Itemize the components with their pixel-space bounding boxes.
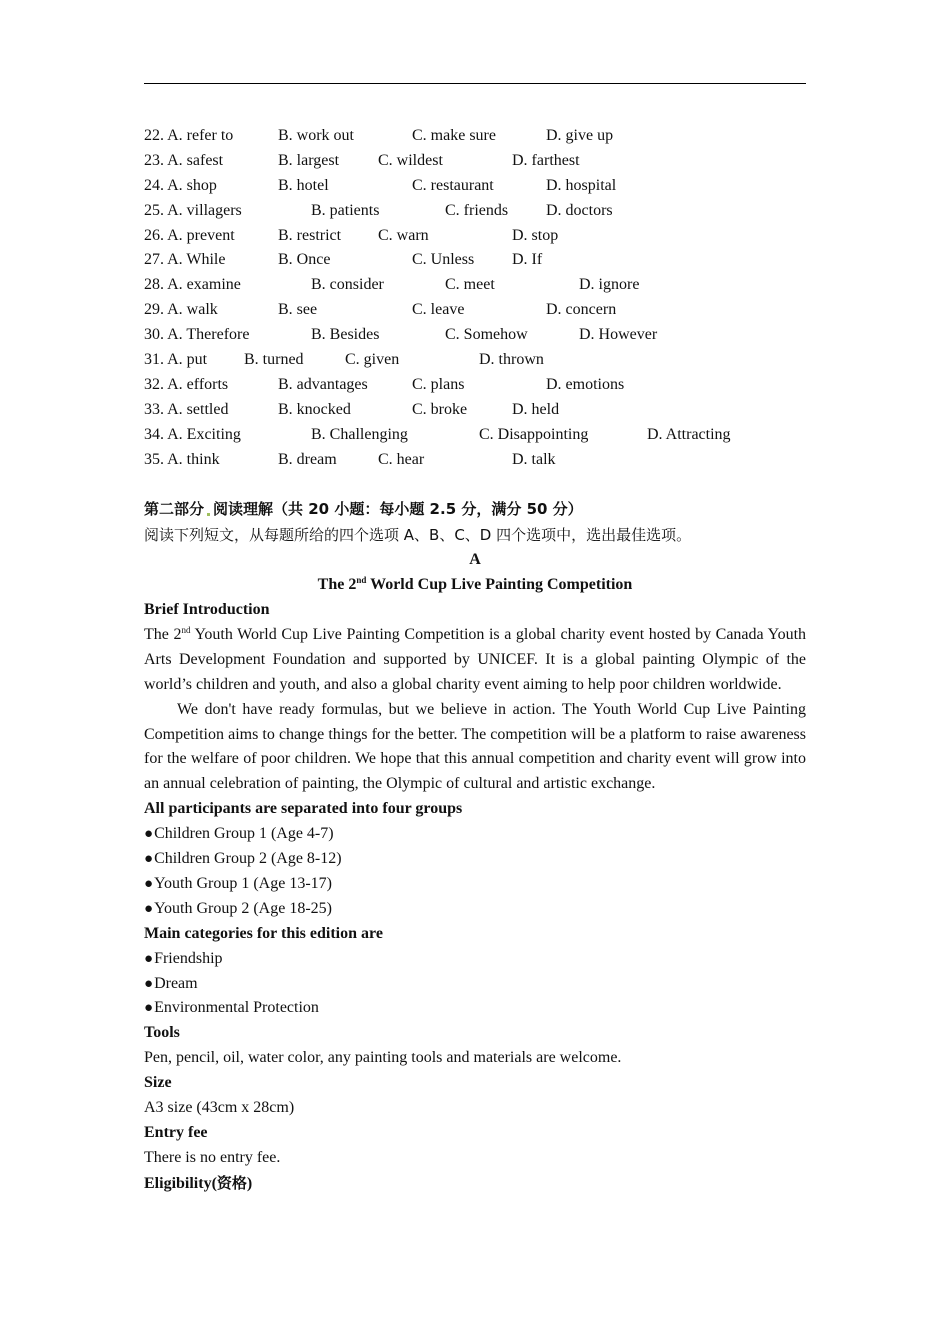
option-row [144,124,806,149]
option-cell: D. give up [546,127,614,144]
option-row [144,423,806,448]
option-cell: B. knocked [278,400,351,418]
intro-heading: Brief Introduction [144,600,270,618]
passage-title: The 2nd World Cup Live Painting Competition [317,575,633,594]
option-cell: 22. A. refer to [144,127,234,144]
option-cell: 34. A. Exciting [144,425,241,443]
option-cell: B. Besides [311,326,380,344]
option-row [144,174,806,199]
group-item: ●Children Group 1 (Age 4-7) [144,825,334,843]
option-cell: 33. A. settled [144,400,229,418]
option-cell: C. Unless [412,251,475,269]
size-text: A3 size (43cm x 28cm) [144,1099,295,1117]
option-row [144,323,806,348]
option-cell: C. plans [412,375,465,393]
option-row [144,248,806,273]
option-cell: 29. A. walk [144,301,218,319]
section-heading [144,497,806,523]
option-cell: D. stop [512,226,559,244]
bullet-icon: ● [144,950,154,967]
option-cell: C. Somehow [445,326,528,344]
bullet-icon: ● [144,826,154,843]
option-cell: 30. A. Therefore [144,326,250,344]
option-cell: B. advantages [278,375,368,393]
group-item: ●Youth Group 2 (Age 18-25) [144,899,332,917]
option-cell: C. wildest [378,151,443,169]
option-cell: 27. A. While [144,251,226,269]
option-cell: 32. A. efforts [144,375,229,393]
option-cell: 28. A. examine [144,276,241,294]
option-cell: D. emotions [546,375,625,393]
option-cell: D. talk [512,450,556,468]
category-item: ●Friendship [144,949,223,967]
option-cell: C. broke [412,400,468,418]
option-cell: C. hear [378,450,425,468]
option-cell: C. given [345,351,400,369]
bullet-icon: ● [144,975,154,992]
passage-letter: A [469,551,481,569]
group-item: ●Youth Group 1 (Age 13-17) [144,874,332,892]
mission-paragraph: We don't have ready formulas, but we believe in action. The Youth World Cup Live Painting Competition aims to change things for the better. The competition will be a platform to raise awareness for the welfare of poor children. We hope that this annual competition and charity event will grow into an annual celebration of painting, the Olympic of cultural and artistic exchange. [144,700,806,793]
bullet-icon: ● [144,851,154,868]
option-row [144,373,806,398]
option-cell: 31. A. put [144,351,208,369]
section-label: 第二部分 [144,500,205,519]
option-cell: D. doctors [546,201,613,219]
bullet-icon: ● [144,1000,154,1017]
group-item: ●Children Group 2 (Age 8-12) [144,850,342,868]
option-row [144,199,806,224]
option-row [144,149,806,174]
option-cell: D. If [512,251,543,269]
option-row [144,224,806,249]
option-cell: B. restrict [278,226,342,244]
bullet-icon: ● [144,900,154,917]
option-cell: 23. A. safest [144,151,224,169]
option-cell: D. ignore [579,276,640,294]
cloze-options [144,124,806,472]
mark-dot [207,513,210,516]
option-cell: B. see [278,301,318,319]
fee-text: There is no entry fee. [144,1148,281,1166]
option-cell: B. dream [278,450,337,468]
option-cell: B. hotel [278,176,329,194]
option-row [144,298,806,323]
option-cell: 35. A. think [144,450,220,468]
option-cell: C. meet [445,276,495,294]
option-cell: C. leave [412,301,465,319]
option-cell: D. Attracting [647,425,731,443]
groups-list [144,822,806,922]
option-cell: D. However [579,326,658,344]
groups-heading: All participants are separated into four groups [144,800,463,818]
tools-heading: Tools [144,1024,180,1042]
option-cell: 25. A. villagers [144,201,242,219]
header-rule [144,83,806,84]
option-row [144,398,806,423]
option-cell: D. thrown [479,351,544,369]
option-cell: B. turned [244,351,304,369]
option-row [144,448,806,473]
option-cell: C. Disappointing [479,425,589,443]
size-heading: Size [144,1074,172,1092]
option-cell: C. make sure [412,127,496,144]
bullet-icon: ● [144,875,154,892]
option-cell: D. concern [546,301,617,319]
categories-list [144,947,806,1022]
option-cell: B. consider [311,276,384,294]
option-row [144,348,806,373]
fee-heading: Entry fee [144,1124,208,1142]
option-cell: C. friends [445,201,509,219]
option-cell: C. restaurant [412,176,494,194]
intro-paragraph: The 2nd Youth World Cup Live Painting Competition is a global charity event hosted by Canada Youth Arts Development Foundation and supported by UNICEF. It is a global painting Olympic of the world’s children and youth, and also a global charity event aiming to help poor children worldwide. [144,624,807,693]
option-cell: B. work out [278,127,354,144]
section-title: 阅读理解（共 20 小题：每小题 2.5 分，满分 50 分） [213,500,583,519]
option-cell: 26. A. prevent [144,226,235,244]
document-page [144,124,806,1197]
option-cell: D. held [512,400,560,418]
option-cell: B. Challenging [311,425,408,443]
option-cell: B. patients [311,201,380,219]
option-row [144,273,806,298]
categories-heading: Main categories for this edition are [144,924,383,942]
section-instruction: 阅读下列短文，从每题所给的四个选项 A、B、C、D 四个选项中，选出最佳选项。 [144,526,692,545]
option-cell: B. Once [278,251,331,269]
category-item: ●Dream [144,974,198,992]
category-item: ●Environmental Protection [144,999,319,1017]
option-cell: D. farthest [512,151,580,169]
tools-text: Pen, pencil, oil, water color, any painting tools and materials are welcome. [144,1049,622,1067]
eligibility-heading: Eligibility(资格) [144,1173,253,1192]
option-cell: 24. A. shop [144,176,217,194]
option-cell: C. warn [378,226,429,244]
option-cell: D. hospital [546,176,617,194]
option-cell: B. largest [278,151,340,169]
